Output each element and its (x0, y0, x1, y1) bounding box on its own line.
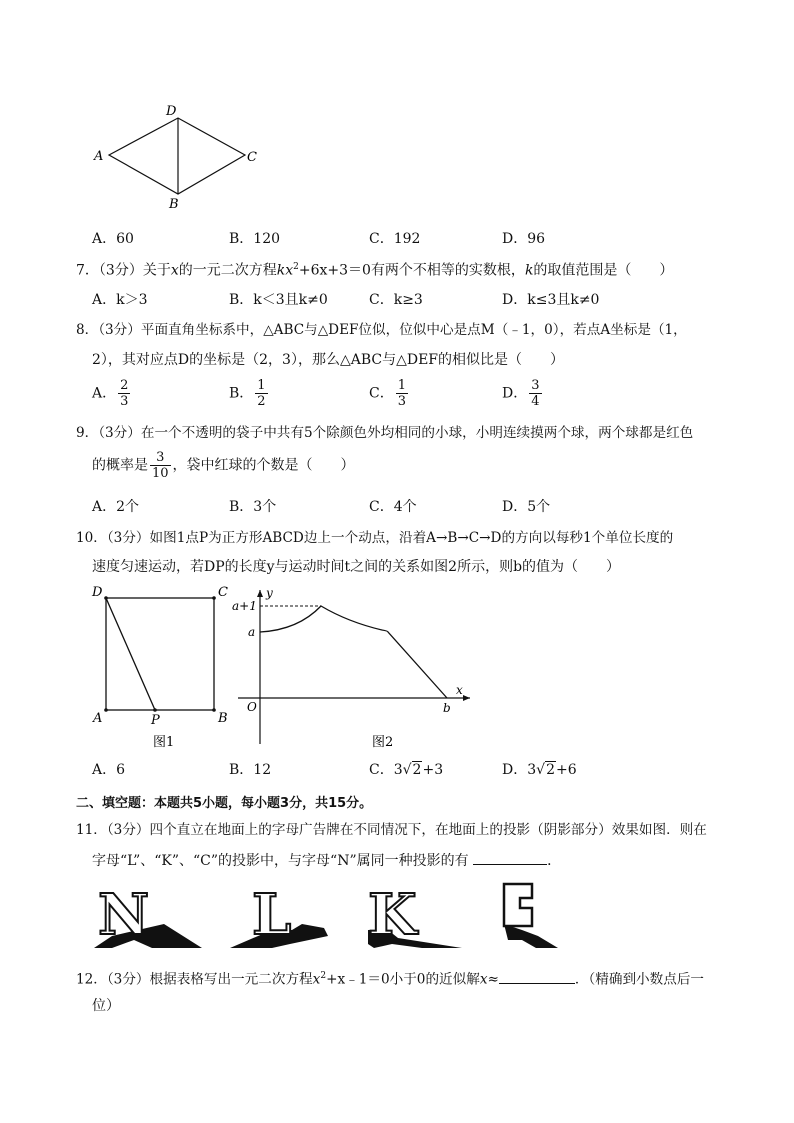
q10-c-label: C．3 (369, 762, 403, 778)
q8-option-d-label: D． (502, 385, 528, 402)
vertex-label-b: B (169, 197, 179, 212)
fig2-label-y: y (266, 586, 273, 600)
q9-text-post: ，袋中红球的个数是（ ） (172, 457, 355, 474)
q11-letter-shadows-figure (92, 878, 572, 952)
fig2-label-origin: O (247, 700, 257, 714)
letter-l-sign (230, 882, 328, 948)
q8-d-num: 3 (531, 378, 540, 393)
section-2-heading: 二、填空题：本题共5小题，每小题3分，共15分。 (76, 796, 373, 811)
q12-eq-x: x (312, 971, 321, 988)
q7-option-b: B．k＜3且k≠0 (229, 292, 328, 308)
q9-option-d: D．5个 (502, 499, 551, 515)
fig2-label-a-plus-1: a+1 (232, 599, 257, 613)
fig2-label-a: a (248, 625, 256, 639)
q8-a-den: 3 (120, 394, 129, 409)
vertex-label-d: D (166, 104, 177, 119)
q10-d-radicand: 2 (546, 762, 555, 778)
fig2-label-x: x (456, 683, 463, 697)
q9-option-a: A．2个 (92, 499, 140, 515)
q9-stem-line2 (92, 450, 355, 481)
q11-answer-blank[interactable] (473, 850, 547, 865)
q10-d-sqrt: √2 (536, 762, 555, 778)
q8-option-c (369, 378, 410, 409)
q10-option-a: A．6 (92, 762, 126, 778)
q10-d-tail: +6 (555, 762, 577, 778)
letter-n-sign (94, 882, 202, 948)
letter-l: L (252, 882, 292, 948)
q7-text-2: 有两个不相等的实数根， (370, 262, 525, 279)
q9-fraction (150, 450, 171, 481)
q8-c-den: 3 (397, 394, 406, 409)
q10-d-label: D．3 (502, 762, 537, 778)
q8-option-b (229, 378, 270, 409)
q9-text-pre: 的概率是 (92, 457, 148, 474)
q8-stem-line1: 8．（3分）平面直角坐标系中，△ABC与△DEF位似，位似中心是点M（﹣1，0），若点A坐标是（1， (76, 322, 687, 338)
rhombus-figure (88, 100, 268, 212)
q10-c-tail: +3 (422, 762, 444, 778)
vertex-label-c: C (247, 150, 257, 165)
vertex-label-a: A (94, 149, 104, 164)
q10-figure-1-square (88, 584, 238, 754)
q7-text-1: 的一元二次方程 (178, 262, 277, 279)
q8-option-d-fraction (529, 378, 541, 409)
q6-option-a: A．60 (92, 231, 134, 247)
q8-option-a (92, 378, 132, 409)
q12-stem-line1 (76, 966, 704, 990)
q7-var-x: x (170, 262, 179, 279)
q11-stem-line1: 11．（3分）四个直立在地面上的字母广告牌在不同情况下，在地面上的投影（阴影部分）效果如图．则在 (76, 822, 707, 838)
fig1-label-b: B (218, 711, 228, 726)
q7-eq-rest: +6x+3＝0 (298, 262, 371, 279)
fig1-label-c: C (218, 585, 228, 600)
q10-option-c (369, 759, 443, 779)
q12-text-pre: 12．（3分）根据表格写出一元二次方程 (76, 971, 313, 988)
letter-c-caption: C (92, 878, 93, 879)
q10-stem-line2: 速度匀速运动，若DP的长度y与运动时间t之间的关系如图2所示，则b的值为（ ） (92, 559, 621, 575)
q6-option-d: D．96 (502, 231, 546, 247)
q11-stem-line2 (92, 850, 561, 871)
fig2-caption: 图2 (372, 735, 394, 750)
q9-frac-num: 3 (150, 450, 171, 466)
q11-text-post: ． (547, 853, 562, 869)
fig1-label-a: A (93, 711, 103, 726)
q8-c-num: 1 (397, 378, 406, 393)
q9-stem-line1: 9．（3分）在一个不透明的袋子中共有5个除颜色外均相同的小球，小明连续摸两个球，两个球都是红色 (76, 425, 694, 441)
q7-var-k: k (524, 262, 534, 279)
fig1-caption: 图1 (153, 735, 175, 750)
q11-text-pre: 字母“L”、“K”、“C”的投影中，与字母“N”属同一种投影的有 (92, 853, 469, 869)
q6-option-b: B．120 (229, 231, 281, 247)
q10-c-sqrt: √2 (402, 762, 422, 778)
q8-option-a-label: A． (92, 385, 117, 402)
q8-b-num: 1 (257, 378, 266, 393)
q10-figure-2-graph (228, 584, 478, 754)
q12-text-post: ．（精确到小数点后一 (574, 971, 705, 988)
q9-option-b: B．3个 (229, 499, 277, 515)
q8-option-b-label: B． (229, 385, 254, 402)
q7-eq-sup: 2 (293, 262, 299, 272)
q8-option-b-fraction (255, 378, 267, 409)
letter-k-sign (368, 882, 462, 948)
q8-a-num: 2 (120, 378, 129, 393)
q7-stem (76, 257, 673, 281)
q9-frac-den: 10 (152, 466, 169, 481)
fig1-label-p: P (151, 713, 160, 728)
letter-k: K (368, 882, 417, 948)
fig2-label-b: b (443, 701, 451, 715)
q12-stem-line2: 位） (92, 998, 120, 1014)
q8-option-c-fraction (396, 378, 408, 409)
q7-option-c: C．k≥3 (369, 292, 423, 308)
q9-option-c: C．4个 (369, 499, 417, 515)
q7-text-3: 的取值范围是（ ） (533, 262, 674, 279)
q8-option-d (502, 378, 544, 409)
q10-option-d (502, 759, 577, 779)
q12-eq-rest: +x﹣1＝0小于0的近似解 (326, 971, 480, 988)
q7-number: 7．（3分）关于 (76, 262, 171, 279)
q10-c-radicand: 2 (412, 762, 422, 778)
q7-option-a: A．k＞3 (92, 292, 148, 308)
q8-option-a-fraction (118, 378, 130, 409)
q8-d-den: 4 (531, 394, 540, 409)
q12-answer-blank[interactable] (499, 969, 575, 984)
q10-option-b: B．12 (229, 762, 272, 778)
q8-stem-line2: 2），其对应点D的坐标是（2，3），那么△ABC与△DEF的相似比是（ ） (92, 352, 565, 368)
q7-option-d: D．k≤3且k≠0 (502, 292, 600, 308)
q7-eq-k: kx (276, 262, 294, 279)
q10-stem-line1: 10．（3分）如图1点P为正方形ABCD边上一个动点，沿着A→B→C→D的方向以每秒1个单位长度的 (76, 530, 674, 546)
q12-eq-sup: 2 (320, 971, 327, 981)
fig1-label-d: D (92, 585, 103, 600)
q12-approx: x≈ (479, 971, 499, 988)
letter-n: N (98, 882, 150, 948)
q6-option-c: C．192 (369, 231, 421, 247)
q8-b-den: 2 (257, 394, 266, 409)
q8-option-c-label: C． (369, 385, 394, 402)
